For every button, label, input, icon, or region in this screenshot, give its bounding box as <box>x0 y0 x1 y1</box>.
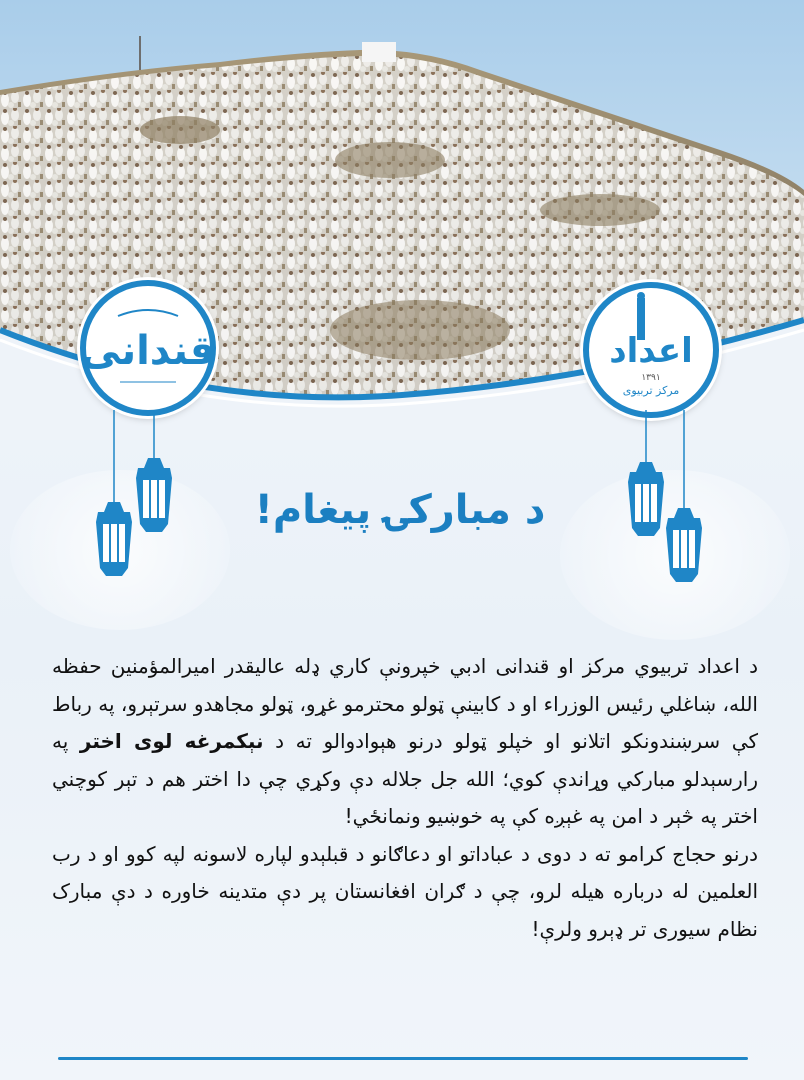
paragraph-2: درنو حجاج کرامو ته د دوی د عباداتو او دعاګانو د قبلېدو لپاره لاسونه لپه کوو او د رب العلمین له درباره هیله لرو، چې د ګران افغانستان پر دې متدینه خاوره د دې مبارک نظام سیوری تر ډېرو ولرې! <box>52 841 758 941</box>
lantern-icon <box>96 502 132 576</box>
lanterns-left <box>92 410 182 590</box>
bottom-divider <box>58 1057 748 1060</box>
qandani-logo-icon <box>86 286 210 410</box>
idad-logo-subtitle: مرکز تربیوی <box>622 384 680 397</box>
lanterns-right <box>620 410 710 595</box>
page-title: د مبارکۍ پیغام! <box>254 487 546 533</box>
message-body <box>52 648 758 948</box>
qandani-logo-lettering: قندانی <box>86 328 210 374</box>
idad-logo-year: ١٣٩١ <box>641 373 661 383</box>
lantern-icon <box>666 508 702 582</box>
lantern-icon <box>136 458 172 532</box>
idad-logo-lettering: اعداد <box>609 331 693 371</box>
paragraph-1-bold: نېکمرغه لوی اختر <box>79 729 264 753</box>
lantern-icon <box>628 462 664 536</box>
paragraph-1-end: په رارسېدلو مبارکي وړاندې کوي؛ الله جل جلاله دې وکړي چې دا اختر هم د تېر کوچني اختر په څېر د امن په غېږه کې په خوښیو ونمانځي! <box>52 729 758 828</box>
paragraph-1-start: د اعداد تربیوي مرکز او قندانی ادبي خپرونې کاري ډله عالیقدر امیرالمؤمنین حفظه الله، ښاغلي رئیس الوزراء او د کابینې ټولو محترمو غړو، ټولو مجاهدو سرتېرو، په رباط کې سرښندونکو اتلانو او خپلو ټولو درنو هېوادوالو ته د <box>52 654 758 753</box>
qandani-logo <box>80 280 216 416</box>
paragraph-1 <box>52 648 758 836</box>
idad-logo-icon <box>589 288 713 412</box>
idad-logo <box>583 282 719 418</box>
